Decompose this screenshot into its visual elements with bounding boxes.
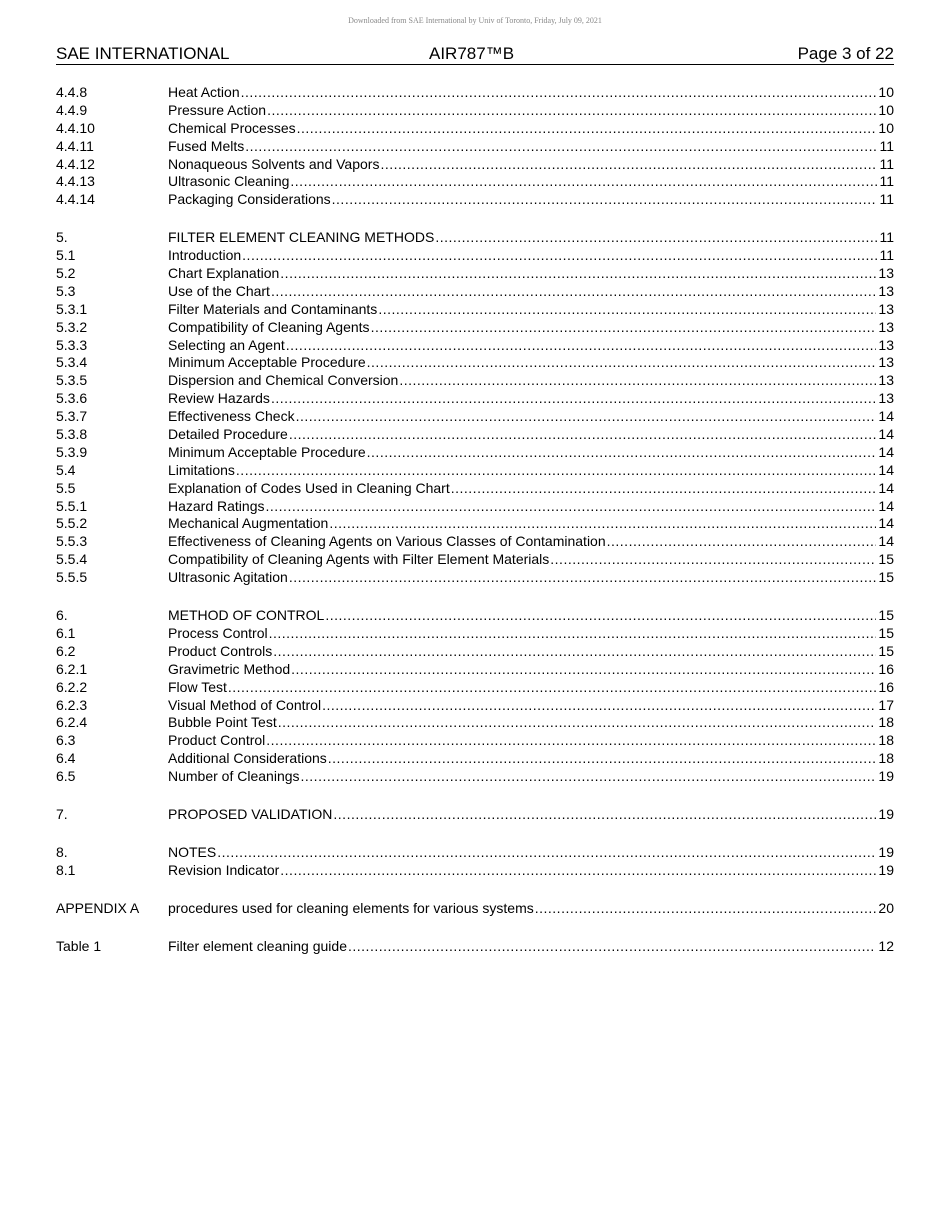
toc-entry-page: 10 <box>878 101 894 118</box>
toc-entry-title: Fused Melts <box>168 137 245 154</box>
toc-entry-number: 5.5.2 <box>56 515 88 532</box>
toc-entry-title: Pressure Action <box>168 101 267 118</box>
toc-entry-title: Review Hazards <box>168 390 270 407</box>
toc-entry-line <box>168 480 894 498</box>
toc-entry-line <box>168 319 894 337</box>
toc-dot-leader <box>280 862 876 880</box>
toc-entry-page: 12 <box>878 937 894 954</box>
toc-dot-leader <box>329 515 876 533</box>
toc-entry-line <box>168 862 894 880</box>
toc-entry-line <box>168 768 894 786</box>
toc-entry[interactable] <box>56 806 894 824</box>
toc-entry-line <box>168 607 894 625</box>
toc-entry-title: Compatibility of Cleaning Agents <box>168 318 370 335</box>
toc-entry-line <box>168 173 894 191</box>
toc-entry-title: Product Control <box>168 732 266 749</box>
toc-entry-title: Gravimetric Method <box>168 660 291 677</box>
toc-entry-line <box>168 156 894 174</box>
toc-dot-leader <box>271 390 876 408</box>
toc-dot-leader <box>322 697 876 715</box>
toc-entry-title: Selecting an Agent <box>168 336 285 353</box>
toc-entry[interactable] <box>56 191 894 209</box>
toc-dot-leader <box>271 283 876 301</box>
toc-dot-leader <box>535 900 877 918</box>
toc-entry-page: 10 <box>878 119 894 136</box>
toc-dot-leader <box>236 462 877 480</box>
toc-entry-number: 5.5.3 <box>56 533 88 550</box>
toc-entry-line <box>168 533 894 551</box>
toc-section <box>56 938 894 956</box>
toc-entry-line <box>168 938 894 956</box>
toc-entry-line <box>168 806 894 824</box>
toc-entry-number: 5.3.2 <box>56 318 88 335</box>
toc-entry-page: 18 <box>878 732 894 749</box>
toc-entry-line <box>168 426 894 444</box>
toc-entry[interactable] <box>56 283 894 301</box>
toc-entry-number: 6.3 <box>56 732 76 749</box>
toc-dot-leader <box>348 938 876 956</box>
toc-entry-page: 11 <box>879 247 894 264</box>
toc-entry-number: 5. <box>56 229 68 246</box>
toc-entry-title: FILTER ELEMENT CLEANING METHODS <box>168 229 435 246</box>
toc-entry-number: 5.5.4 <box>56 551 88 568</box>
toc-entry-title: Bubble Point Test <box>168 714 277 731</box>
toc-dot-leader <box>242 247 877 265</box>
toc-entry-line <box>168 569 894 587</box>
toc-dot-leader <box>266 732 876 750</box>
toc-entry-title: Use of the Chart <box>168 282 270 299</box>
toc-entry-line <box>168 229 894 247</box>
toc-dot-leader <box>280 265 876 283</box>
toc-entry-line <box>168 191 894 209</box>
toc-entry[interactable] <box>56 247 894 265</box>
toc-dot-leader <box>278 714 877 732</box>
toc-dot-leader <box>245 138 877 156</box>
toc-entry-line <box>168 625 894 643</box>
toc-entry-line <box>168 337 894 355</box>
toc-entry[interactable] <box>56 569 894 587</box>
toc-entry-number: 5.3.4 <box>56 354 88 371</box>
toc-entry-title: Packaging Considerations <box>168 191 331 208</box>
toc-entry[interactable] <box>56 354 894 372</box>
toc-entry-line <box>168 372 894 390</box>
toc-entry[interactable] <box>56 533 894 551</box>
toc-entry-title: Detailed Procedure <box>168 426 288 443</box>
toc-entry-number: 6.5 <box>56 768 76 785</box>
toc-dot-leader <box>296 408 877 426</box>
toc-entry-number: 8. <box>56 843 68 860</box>
toc-entry[interactable] <box>56 301 894 319</box>
toc-entry-number: 5.5 <box>56 479 76 496</box>
toc-entry-page: 20 <box>878 899 894 916</box>
toc-entry-number: 6.4 <box>56 750 76 767</box>
toc-entry-page: 19 <box>878 805 894 822</box>
toc-entry[interactable] <box>56 156 894 174</box>
toc-entry[interactable] <box>56 319 894 337</box>
toc-entry-page: 15 <box>878 607 894 624</box>
toc-entry-title: Introduction <box>168 247 242 264</box>
toc-dot-leader <box>217 844 876 862</box>
page-number: Page 3 of 22 <box>797 44 894 63</box>
toc-entry-title: Chemical Processes <box>168 119 296 136</box>
toc-entry-page: 11 <box>879 173 894 190</box>
toc-entry-number: 5.1 <box>56 247 76 264</box>
toc-dot-leader <box>290 173 877 191</box>
toc-entry[interactable] <box>56 900 894 918</box>
toc-entry-line <box>168 900 894 918</box>
toc-entry-page: 13 <box>878 336 894 353</box>
toc-entry-page: 11 <box>879 191 894 208</box>
toc-entry[interactable] <box>56 390 894 408</box>
toc-entry[interactable] <box>56 444 894 462</box>
toc-entry-page: 16 <box>878 678 894 695</box>
toc-entry-title: Visual Method of Control <box>168 696 322 713</box>
toc-dot-leader <box>367 444 877 462</box>
toc-section <box>56 84 894 209</box>
toc-entry-number: 4.4.10 <box>56 119 95 136</box>
toc-dot-leader <box>328 750 877 768</box>
toc-dot-leader <box>333 806 876 824</box>
toc-entry-title: Compatibility of Cleaning Agents with Filter Element Materials <box>168 551 550 568</box>
toc-dot-leader <box>297 120 877 138</box>
toc-entry[interactable] <box>56 229 894 247</box>
toc-entry-number: 4.4.8 <box>56 84 88 100</box>
toc-entry-page: 19 <box>878 861 894 878</box>
toc-entry-title: Ultrasonic Agitation <box>168 569 288 586</box>
toc-dot-leader <box>371 319 877 337</box>
toc-entry-title: Minimum Acceptable Procedure <box>168 354 366 371</box>
toc-entry-title: Hazard Ratings <box>168 497 265 514</box>
toc-entry[interactable] <box>56 607 894 625</box>
toc-entry-title: Mechanical Augmentation <box>168 515 329 532</box>
toc-dot-leader <box>332 191 878 209</box>
toc-entry-title: Nonaqueous Solvents and Vapors <box>168 155 380 172</box>
toc-entry-line <box>168 697 894 715</box>
toc-entry[interactable] <box>56 625 894 643</box>
toc-entry-page: 11 <box>879 229 894 246</box>
download-note: Downloaded from SAE International by Univ of Toronto, Friday, July 09, 2021 <box>348 16 602 25</box>
toc-entry[interactable] <box>56 844 894 862</box>
toc-entry[interactable] <box>56 732 894 750</box>
toc-section <box>56 229 894 587</box>
toc-entry-number: 4.4.14 <box>56 191 95 208</box>
toc-entry-page: 10 <box>878 84 894 100</box>
toc-entry-number: 5.3.9 <box>56 443 88 460</box>
toc-entry-line <box>168 661 894 679</box>
toc-entry-page: 13 <box>878 300 894 317</box>
toc-entry-line <box>168 462 894 480</box>
toc-entry-page: 14 <box>878 426 894 443</box>
toc-entry-title: PROPOSED VALIDATION <box>168 805 333 822</box>
toc-entry-title: Effectiveness Check <box>168 408 295 425</box>
toc-entry[interactable] <box>56 102 894 120</box>
toc-entry-number: 6. <box>56 607 68 624</box>
toc-entry-number: 5.3.7 <box>56 408 88 425</box>
toc-dot-leader <box>435 229 877 247</box>
toc-entry-page: 16 <box>878 660 894 677</box>
toc-entry[interactable] <box>56 862 894 880</box>
toc-entry[interactable] <box>56 515 894 533</box>
toc-entry-page: 14 <box>878 408 894 425</box>
toc-section <box>56 844 894 880</box>
toc-dot-leader <box>301 768 877 786</box>
toc-entry-page: 13 <box>878 354 894 371</box>
toc-entry-page: 19 <box>878 843 894 860</box>
toc-entry-line <box>168 120 894 138</box>
toc-entry-title: Dispersion and Chemical Conversion <box>168 372 399 389</box>
toc-entry-number: 6.2.2 <box>56 678 88 695</box>
toc-entry-page: 19 <box>878 768 894 785</box>
toc-entry[interactable] <box>56 714 894 732</box>
toc-entry-page: 13 <box>878 372 894 389</box>
toc-entry-line <box>168 444 894 462</box>
toc-entry-number: 8.1 <box>56 861 76 878</box>
toc-entry-page: 14 <box>878 533 894 550</box>
toc-entry-number: 6.2.3 <box>56 696 88 713</box>
toc-dot-leader <box>289 569 877 587</box>
toc-entry-number: 6.2.1 <box>56 660 88 677</box>
toc-entry-title: Product Controls <box>168 642 273 659</box>
toc-dot-leader <box>607 533 877 551</box>
toc-entry-line <box>168 283 894 301</box>
toc-entry-line <box>168 354 894 372</box>
toc-entry-page: 17 <box>878 696 894 713</box>
toc-entry-page: 14 <box>878 461 894 478</box>
toc-entry-number: 5.3.1 <box>56 300 88 317</box>
toc-entry[interactable] <box>56 551 894 569</box>
toc-dot-leader <box>228 679 877 697</box>
toc-entry[interactable] <box>56 679 894 697</box>
toc-entry-line <box>168 498 894 516</box>
toc-entry-line <box>168 732 894 750</box>
toc-dot-leader <box>378 301 876 319</box>
toc-entry-page: 11 <box>879 137 894 154</box>
toc-entry[interactable] <box>56 480 894 498</box>
toc-dot-leader <box>267 102 876 120</box>
toc-entry-page: 15 <box>878 624 894 641</box>
toc-dot-leader <box>325 607 876 625</box>
toc-entry-line <box>168 247 894 265</box>
toc-dot-leader <box>266 498 877 516</box>
toc-entry-line <box>168 84 894 102</box>
toc-entry-title: METHOD OF CONTROL <box>168 607 325 624</box>
toc-entry-number: 4.4.9 <box>56 101 88 118</box>
table-of-contents <box>56 84 894 975</box>
toc-entry[interactable] <box>56 84 894 102</box>
toc-entry-number: 5.5.1 <box>56 497 88 514</box>
toc-dot-leader <box>273 643 876 661</box>
toc-entry-page: 15 <box>878 569 894 586</box>
toc-entry[interactable] <box>56 138 894 156</box>
toc-entry-title: NOTES <box>168 843 217 860</box>
toc-entry-number: 7. <box>56 805 68 822</box>
toc-entry-title: Ultrasonic Cleaning <box>168 173 290 190</box>
toc-entry[interactable] <box>56 337 894 355</box>
toc-entry-page: 14 <box>878 479 894 496</box>
toc-entry-page: 14 <box>878 443 894 460</box>
toc-entry-number: Table 1 <box>56 937 102 954</box>
toc-entry-page: 18 <box>878 714 894 731</box>
toc-dot-leader <box>269 625 877 643</box>
toc-entry-page: 15 <box>878 551 894 568</box>
toc-entry-line <box>168 265 894 283</box>
toc-entry-number: 5.3.3 <box>56 336 88 353</box>
toc-entry-title: Heat Action <box>168 84 240 100</box>
toc-entry[interactable] <box>56 173 894 191</box>
toc-entry-number: 5.3.6 <box>56 390 88 407</box>
toc-entry[interactable] <box>56 265 894 283</box>
toc-entry-number: APPENDIX A <box>56 899 140 916</box>
toc-entry[interactable] <box>56 462 894 480</box>
toc-section <box>56 607 894 786</box>
document-id: AIR787™B <box>429 44 515 63</box>
toc-entry-title: Limitations <box>168 461 235 478</box>
page-header <box>56 44 894 65</box>
toc-entry[interactable] <box>56 750 894 768</box>
toc-entry-number: 6.2 <box>56 642 76 659</box>
toc-dot-leader <box>286 337 877 355</box>
toc-entry[interactable] <box>56 372 894 390</box>
toc-entry[interactable] <box>56 661 894 679</box>
toc-entry[interactable] <box>56 938 894 956</box>
toc-entry-number: 6.2.4 <box>56 714 88 731</box>
toc-entry-number: 4.4.11 <box>56 137 94 154</box>
toc-dot-leader <box>241 84 877 102</box>
toc-entry-title: Additional Considerations <box>168 750 327 767</box>
toc-entry-title: Minimum Acceptable Procedure <box>168 443 366 460</box>
toc-entry-line <box>168 102 894 120</box>
toc-entry-page: 14 <box>878 515 894 532</box>
toc-entry-page: 13 <box>878 282 894 299</box>
toc-entry-number: 5.3.8 <box>56 426 88 443</box>
toc-entry[interactable] <box>56 643 894 661</box>
toc-section <box>56 900 894 918</box>
toc-entry-line <box>168 408 894 426</box>
toc-entry-title: Filter element cleaning guide <box>168 937 347 954</box>
toc-entry[interactable] <box>56 120 894 138</box>
toc-entry-title: Chart Explanation <box>168 265 280 282</box>
toc-entry-line <box>168 844 894 862</box>
toc-entry-number: 5.4 <box>56 461 76 478</box>
toc-entry-page: 15 <box>878 642 894 659</box>
toc-entry-page: 13 <box>878 390 894 407</box>
toc-entry-line <box>168 138 894 156</box>
toc-entry-title: Filter Materials and Contaminants <box>168 300 378 317</box>
toc-entry[interactable] <box>56 768 894 786</box>
publisher-name: SAE INTERNATIONAL <box>56 44 230 63</box>
toc-dot-leader <box>399 372 876 390</box>
toc-entry-line <box>168 679 894 697</box>
toc-entry[interactable] <box>56 426 894 444</box>
toc-dot-leader <box>451 480 877 498</box>
toc-entry-line <box>168 643 894 661</box>
toc-entry-line <box>168 515 894 533</box>
toc-section <box>56 806 894 824</box>
toc-entry-page: 18 <box>878 750 894 767</box>
toc-entry-page: 11 <box>879 155 894 172</box>
toc-entry-title: Flow Test <box>168 678 227 695</box>
toc-dot-leader <box>367 354 877 372</box>
toc-entry-number: 5.5.5 <box>56 569 88 586</box>
toc-entry-title: Number of Cleanings <box>168 768 300 785</box>
toc-entry-title: Revision Indicator <box>168 861 280 878</box>
toc-entry-number: 5.3 <box>56 282 76 299</box>
toc-entry-number: 4.4.12 <box>56 155 95 172</box>
toc-entry-title: procedures used for cleaning elements for various systems <box>168 899 534 916</box>
toc-dot-leader <box>380 156 877 174</box>
toc-entry-number: 5.2 <box>56 265 76 282</box>
toc-entry[interactable] <box>56 498 894 516</box>
toc-entry-number: 6.1 <box>56 624 76 641</box>
toc-entry-line <box>168 714 894 732</box>
toc-entry[interactable] <box>56 408 894 426</box>
toc-entry-number: 5.3.5 <box>56 372 88 389</box>
toc-dot-leader <box>291 661 876 679</box>
toc-entry-title: Effectiveness of Cleaning Agents on Various Classes of Contamination <box>168 533 606 550</box>
toc-entry-page: 14 <box>878 497 894 514</box>
toc-entry-line <box>168 551 894 569</box>
toc-dot-leader <box>550 551 876 569</box>
toc-entry-title: Explanation of Codes Used in Cleaning Chart <box>168 479 450 496</box>
toc-dot-leader <box>289 426 877 444</box>
toc-entry[interactable] <box>56 697 894 715</box>
toc-entry-page: 13 <box>878 318 894 335</box>
toc-entry-line <box>168 301 894 319</box>
toc-entry-page: 13 <box>878 265 894 282</box>
toc-entry-line <box>168 750 894 768</box>
toc-entry-line <box>168 390 894 408</box>
toc-entry-title: Process Control <box>168 624 268 641</box>
toc-entry-number: 4.4.13 <box>56 173 95 190</box>
